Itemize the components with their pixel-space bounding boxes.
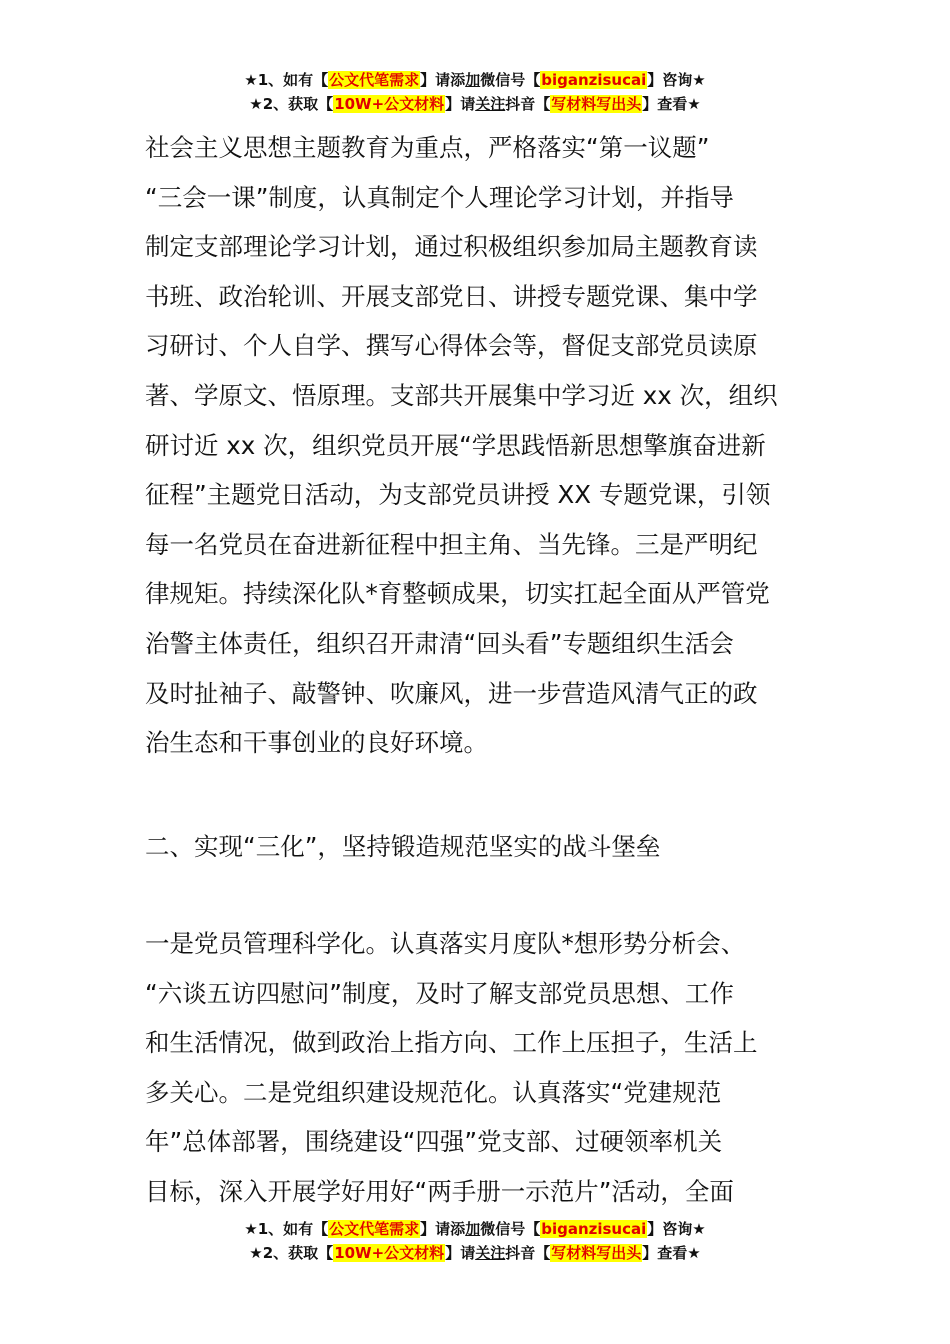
highlight-materials: 10W+公文材料 bbox=[334, 1244, 445, 1262]
paragraph-line: 征程”主题党日活动，为支部党员讲授 XX 专题党课，引领 bbox=[145, 480, 771, 510]
banner-text: 微信号【 bbox=[480, 1220, 541, 1238]
paragraph-line: 律规矩。持续深化队*育整顿成果，切实扛起全面从严管党 bbox=[145, 579, 770, 609]
banner-line-1 bbox=[0, 1217, 950, 1241]
banner-text-underlined: 加 bbox=[465, 71, 481, 89]
bottom-banner bbox=[0, 1217, 950, 1265]
paragraph-line: 多关心。二是党组织建设规范化。认真落实“党建规范 bbox=[145, 1077, 722, 1107]
banner-text: 】请添 bbox=[420, 1220, 466, 1238]
paragraph-line: 研讨近 xx 次，组织党员开展“学思践悟新思想擎旗奋进新 bbox=[145, 430, 766, 460]
paragraph-line: 制定支部理论学习计划，通过积极组织参加局主题教育读 bbox=[145, 232, 758, 262]
banner-line-2 bbox=[0, 92, 950, 116]
banner-text-underlined: 关注 bbox=[475, 95, 506, 113]
banner-line-1 bbox=[0, 68, 950, 92]
banner-text: 】查看★ bbox=[642, 1244, 701, 1262]
section-heading bbox=[145, 822, 810, 872]
banner-text: 】请 bbox=[445, 95, 476, 113]
paragraph-1 bbox=[145, 123, 810, 768]
paragraph-line: 每一名党员在奋进新征程中担主角、当先锋。三是严明纪 bbox=[145, 529, 758, 559]
paragraph-2 bbox=[145, 919, 810, 1217]
paragraph-line: 一是党员管理科学化。认真落实月度队*想形势分析会、 bbox=[145, 929, 746, 958]
banner-text: 】请添 bbox=[420, 71, 466, 89]
paragraph-line: 习研讨、个人自学、撰写心得体会等，督促支部党员读原 bbox=[145, 331, 758, 361]
banner-text-underlined: 关注 bbox=[475, 1244, 506, 1262]
banner-text-underlined: 加 bbox=[465, 1220, 481, 1238]
highlight-service: 公文代笔需求 bbox=[329, 71, 420, 89]
banner-text: 抖音【 bbox=[505, 95, 551, 113]
banner-text: 抖音【 bbox=[505, 1244, 551, 1262]
banner-text: ★1、如有【 bbox=[244, 71, 329, 89]
banner-text: ★1、如有【 bbox=[244, 1220, 329, 1238]
highlight-service: 公文代笔需求 bbox=[329, 1220, 420, 1238]
paragraph-line: 及时扯袖子、敲警钟、吹廉风，进一步营造风清气正的政 bbox=[145, 678, 758, 708]
banner-text: 】请 bbox=[445, 1244, 476, 1262]
top-banner bbox=[0, 68, 950, 116]
banner-line-2 bbox=[0, 1241, 950, 1265]
paragraph-line: 年”总体部署，围绕建设“四强”党支部、过硬领率机关 bbox=[145, 1127, 723, 1157]
highlight-douyin-account: 写材料写出头 bbox=[551, 1244, 642, 1262]
paragraph-line: “三会一课”制度，认真制定个人理论学习计划，并指导 bbox=[145, 182, 734, 212]
banner-text: 】查看★ bbox=[642, 95, 701, 113]
banner-text: ★2、获取【 bbox=[249, 1244, 334, 1262]
highlight-wechat-id: biganzisucai bbox=[541, 71, 647, 89]
paragraph-line: 治警主体责任，组织召开肃清“回头看”专题组织生活会 bbox=[145, 628, 734, 658]
paragraph-line: 书班、政治轮训、开展支部党日、讲授专题党课、集中学 bbox=[145, 281, 758, 311]
banner-text: 】咨询★ bbox=[647, 1220, 706, 1238]
section-heading-text: 二、实现“三化”，坚持锻造规范坚实的战斗堡垒 bbox=[145, 832, 661, 861]
paragraph-line: 著、学原文、悟原理。支部共开展集中学习近 xx 次，组织 bbox=[145, 380, 778, 410]
highlight-douyin-account: 写材料写出头 bbox=[551, 95, 642, 113]
paragraph-line: 和生活情况，做到政治上指方向、工作上压担子，生活上 bbox=[145, 1028, 758, 1058]
paragraph-line: 社会主义思想主题教育为重点，严格落实“第一议题” bbox=[145, 133, 710, 162]
banner-text: ★2、获取【 bbox=[249, 95, 334, 113]
paragraph-line: 目标，深入开展学好用好“两手册一示范片”活动，全面 bbox=[145, 1176, 734, 1206]
highlight-wechat-id: biganzisucai bbox=[541, 1220, 647, 1238]
paragraph-line: “六谈五访四慰问”制度，及时了解支部党员思想、工作 bbox=[145, 978, 734, 1008]
paragraph-line: 治生态和干事创业的良好环境。 bbox=[145, 728, 488, 758]
banner-text: 】咨询★ bbox=[647, 71, 706, 89]
highlight-materials: 10W+公文材料 bbox=[334, 95, 445, 113]
banner-text: 微信号【 bbox=[480, 71, 541, 89]
